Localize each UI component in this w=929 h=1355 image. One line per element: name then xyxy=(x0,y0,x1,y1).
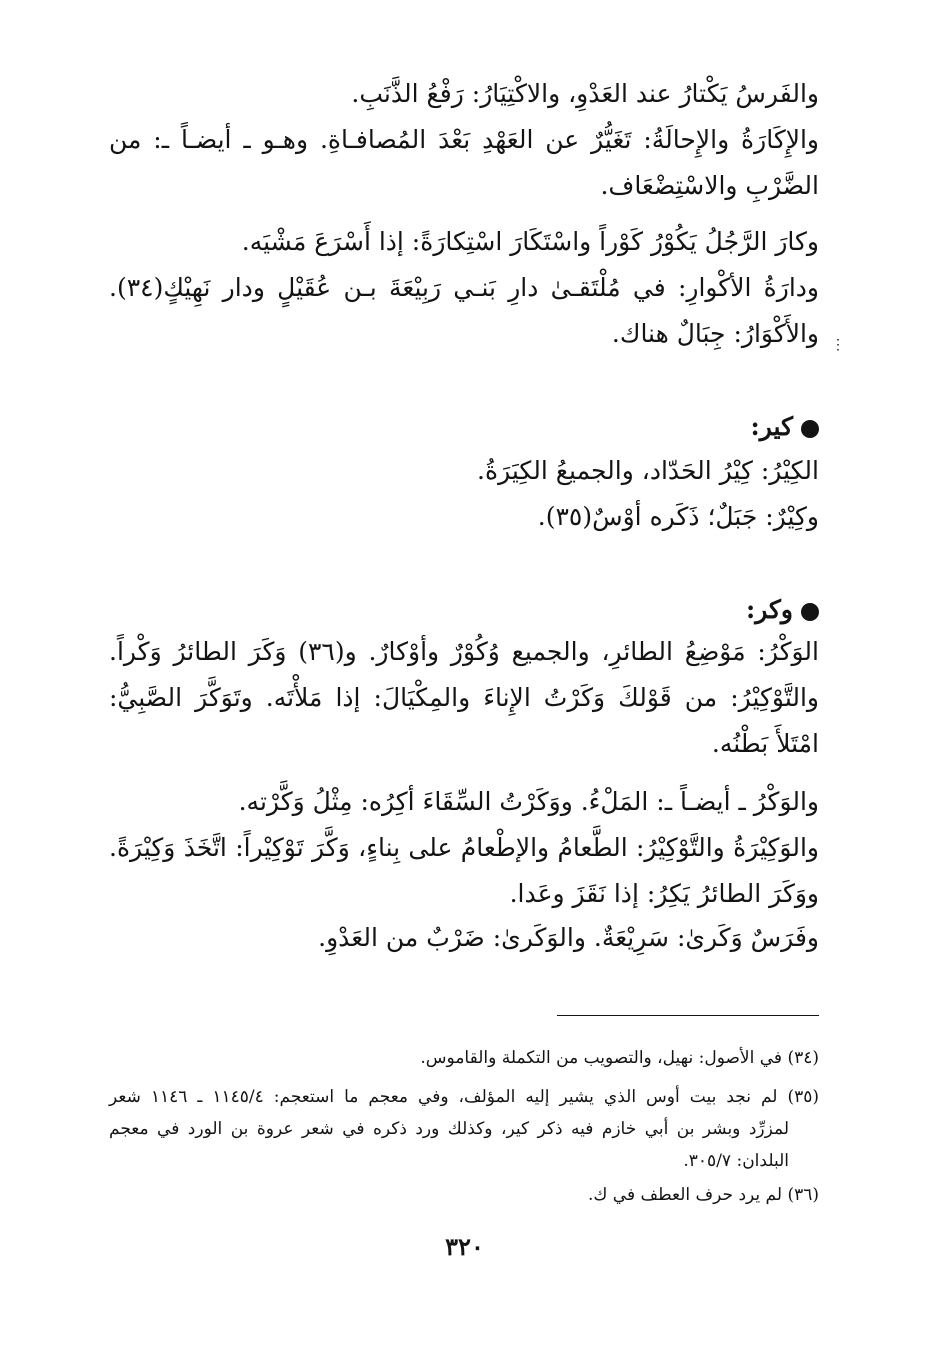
footnote-continuation: البلدان: ٣٠٥/٧. xyxy=(683,1151,789,1171)
section-heading-label: وكر: xyxy=(746,595,793,624)
body-line: ودارَةُ الأكْوارِ: في مُلْتَقـىٰ دارِ بَنـي رَبِيْعَةَ بـن عُقَيْلٍ ودار نَهِيْكٍ(٣٤). xyxy=(109,273,819,302)
bullet-icon xyxy=(801,420,819,438)
entry-line: الوَكْرُ: مَوْضِعُ الطائرِ، والجميع وُكُوْرٌ وأوْكارٌ. و(٣٦) وَكَرَ الطائرُ وَكْراً. xyxy=(109,637,819,666)
footnote: (٣٤) في الأصول: نهيل، والتصويب من التكملة والقاموس. xyxy=(420,1048,819,1068)
body-line: والفَرسُ يَكْتارُ عند العَدْوِ، والاكْتِيَارُ: رَفْعُ الذَّنَبِ. xyxy=(351,79,819,108)
page-number: ٣٢٠ xyxy=(445,1232,484,1261)
entry-line: ووَكَرَ الطائرُ يَكِرُ: إذا نَقَزَ وعَدا. xyxy=(509,879,819,908)
bullet-icon xyxy=(801,603,819,621)
entry-line: وكِيْرٌ: جَبَلٌ؛ ذَكَره أوْسٌ(٣٥). xyxy=(537,502,819,531)
body-line: والإِكَارَةُ والإِحالَةُ: تَغَيُّرٌ عن العَهْدِ بَعْدَ المُصافـاةِ. وهـو ـ أيضـاً ـ: من xyxy=(109,125,819,154)
body-line: وكارَ الرَّجُلُ يَكُوْرُ كَوْراً واسْتَكَارَ اسْتِكارَةً: إذا أَسْرَعَ مَشْيَه. xyxy=(241,227,819,256)
entry-line: والتَّوْكِيْرُ: من قَوْلكَ وَكَرْتُ الإِناءَ والمِكْيَالَ: إذا مَلأْتَه. وتَوَكَّرَ الصَّبِيُّ: xyxy=(109,683,819,712)
margin-mark: ⋮ xyxy=(831,337,845,353)
entry-line: والوَكْرُ ـ أيضـاً ـ: المَلْءُ. ووَكَرْتُ السِّقَاءَ أكِرُه: مِثْلُ وَكَّرْته. xyxy=(238,787,819,816)
entry-line: والوَكِيْرَةُ والتَّوْكِيْرُ: الطَّعامُ والإطْعامُ على بِناءٍ، وَكَّرَ تَوْكِيْراً: اتَّخَذَ وَكِيْرَةً. xyxy=(109,833,819,862)
footnote-continuation: لمزرِّد وبشر بن أبي خازم فيه ذكر كير، وكذلك ورد ذكره في شعر عروة بن الورد في معجم xyxy=(109,1119,789,1139)
entry-line: الكِيْرُ: كِيْرُ الحَدّاد، والجميعُ الكِيَرَةُ. xyxy=(477,456,819,485)
entry-line: وفَرَسٌ وَكَرىٰ: سَرِيْعَةٌ. والوَكَرىٰ: ضَرْبٌ من العَدْوِ. xyxy=(318,923,819,952)
section-heading-label: كير: xyxy=(750,412,793,441)
body-line: والأَكْوَارُ: جِبَالٌ هناك. xyxy=(611,319,819,348)
footnote: (٣٦) لم يرد حرف العطف في ك. xyxy=(587,1185,819,1205)
footnote-divider xyxy=(557,1015,819,1016)
footnote: (٣٥) لم نجد بيت أوس الذي يشير إليه المؤلف، وفي معجم ما استعجم: ١١٤٥/٤ ـ ١١٤٦ شعر xyxy=(109,1087,820,1107)
section-heading-kir xyxy=(751,407,819,447)
entry-line: امْتَلأَ بَطْنُه. xyxy=(711,729,819,758)
body-line: الضَّرْبِ والاسْتِضْعَاف. xyxy=(600,171,819,200)
section-heading-wakr xyxy=(746,590,819,630)
